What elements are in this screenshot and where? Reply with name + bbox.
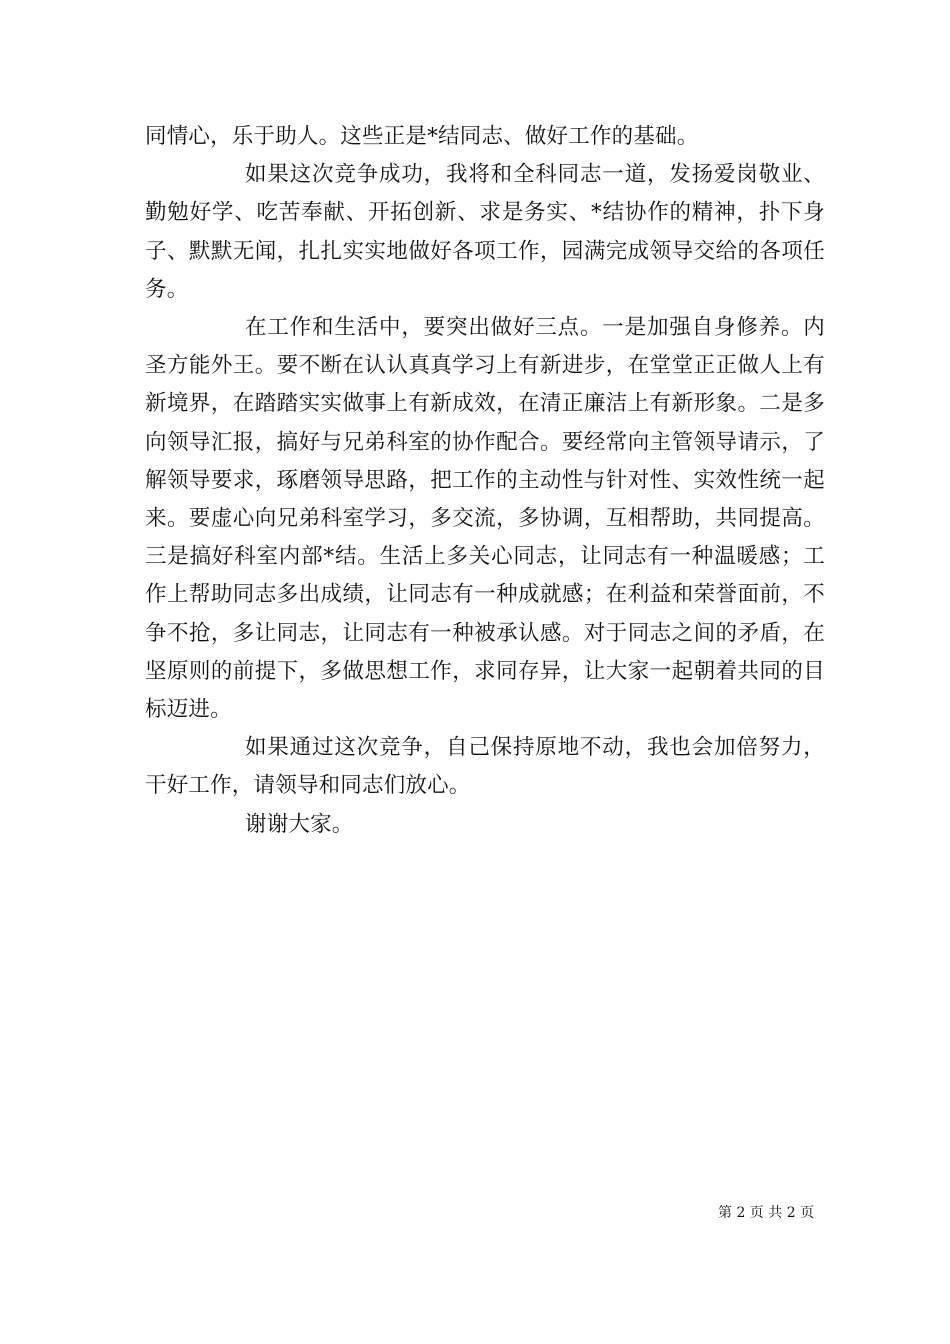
paragraph-three-points: 在工作和生活中，要突出做好三点。一是加强自身修养。内圣方能外王。要不断在认认真真学习上有新进步，在堂堂正正做人上有新境界，在踏踏实实做事上有新成效，在清正廉洁上有新形象。二是多向领导汇报，搞好与兄弟科室的协作配合。要经常向主管领导请示，了解领导要求，琢磨领导思路，把工作的主动性与针对性、实效性统一起来。要虚心向兄弟科室学习，多交流，多协调，互相帮助，共同提高。三是搞好科室内部*结。生活上多关心同志，让同志有一种温暖感；工作上帮助同志多出成绩，让同志有一种成就感；在利益和荣誉面前，不争不抢，多让同志，让同志有一种被承认感。对于同志之间的矛盾，在坚原则的前提下，多做思想工作，求同存异，让大家一起朝着共同的目标迈进。 (145, 315, 825, 723)
page-number-footer: 第 2 页 共 2 页 (718, 1205, 815, 1221)
paragraph-continuation: 同情心，乐于助人。这些正是*结同志、做好工作的基础。 (145, 124, 699, 149)
paragraph-competition-unchanged: 如果通过这次竞争，自己保持原地不动，我也会加倍努力，干好工作，请领导和同志们放心。 (145, 735, 825, 799)
paragraph-competition-success: 如果这次竞争成功，我将和全科同志一道，发扬爱岗敬业、勤勉好学、吃苦奉献、开拓创新、求是务实、*结协作的精神，扑下身子、默默无闻，扎扎实实地做好各项工作，园满完成领导交给的各项任务。 (145, 162, 825, 302)
document-body (145, 118, 825, 844)
paragraph-thanks: 谢谢大家。 (245, 811, 354, 837)
